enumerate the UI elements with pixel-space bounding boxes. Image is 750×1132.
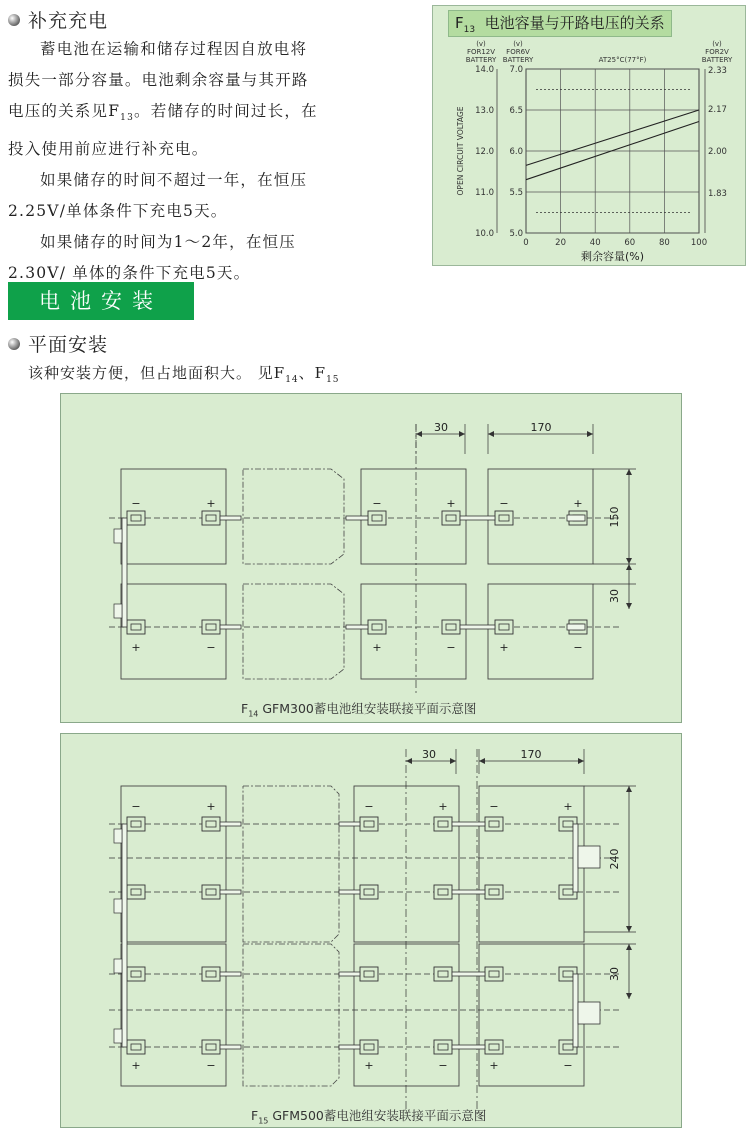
y2-tick-label: 2.00	[708, 147, 727, 157]
y2-tick-label: 1.83	[708, 188, 727, 199]
terminal-bolt	[446, 515, 456, 521]
p2-line1: 如果储存的时间不超过一年，在恒压	[40, 171, 308, 190]
polarity-label: +	[131, 641, 141, 654]
heading-text: 补充充电	[28, 10, 109, 32]
terminal-bolt	[563, 889, 573, 895]
terminal-bolt	[206, 821, 216, 827]
terminal-bolt	[206, 515, 216, 521]
terminal-bolt	[131, 971, 141, 977]
link-clamp	[114, 1029, 122, 1043]
terminal-bolt	[364, 821, 374, 827]
p3-line1: 如果储存的时间为1～2年，在恒压	[40, 233, 296, 252]
arrow-head	[626, 786, 632, 792]
terminal-bolt	[206, 889, 216, 895]
vertical-link	[122, 518, 127, 627]
connector-strap	[346, 516, 368, 520]
terminal-bolt	[489, 1044, 499, 1050]
x-axis-label: 剩余容量(%)	[580, 250, 645, 263]
y12-tick-label: 14.0	[475, 65, 494, 75]
terminal-bolt	[489, 889, 499, 895]
x-tick-label: 0	[523, 238, 529, 248]
polarity-label: +	[131, 1059, 141, 1072]
axis-unit: (v)	[476, 40, 486, 48]
dimension-label: 150	[608, 506, 621, 528]
vertical-link	[122, 824, 127, 1047]
polarity-label: −	[438, 1059, 448, 1072]
polarity-label: −	[131, 800, 141, 813]
diagram-f15-panel	[60, 733, 682, 1128]
connector-strap	[220, 972, 241, 976]
diagram-f14-svg	[61, 394, 681, 722]
terminal-bolt	[372, 515, 382, 521]
connector-strap	[220, 890, 241, 894]
diagram-f14-caption: $F_{14}$ GFM300蓄电池组安装联接平面示意图	[241, 701, 477, 719]
arrow-head	[626, 558, 632, 564]
terminal-bolt	[372, 624, 382, 630]
terminal-bolt	[438, 889, 448, 895]
terminal-bolt	[131, 1044, 141, 1050]
link-clamp	[114, 899, 122, 913]
axis-unit: (v)	[513, 40, 523, 48]
bullet-icon	[8, 338, 20, 350]
chart-svg	[433, 6, 745, 265]
x-tick-label: 40	[589, 238, 601, 248]
link-clamp	[114, 829, 122, 843]
bullet-icon	[8, 14, 20, 26]
y2-tick-label: 2.33	[708, 65, 727, 76]
polarity-label: −	[446, 641, 456, 654]
polarity-label: −	[364, 800, 374, 813]
y6-tick-label: 5.5	[509, 188, 523, 198]
polarity-label: −	[573, 641, 583, 654]
battery-cell-omitted	[243, 944, 339, 1086]
connector-strap	[339, 822, 360, 826]
connector-strap	[339, 890, 360, 894]
connector-strap	[339, 972, 360, 976]
p2-line2: 2.25V/单体条件下充电5天。	[8, 202, 228, 221]
y12-tick-label: 13.0	[475, 106, 494, 116]
polarity-label: +	[206, 800, 216, 813]
connector-strap	[460, 516, 495, 520]
x-tick-label: 60	[624, 238, 636, 248]
connector-strap	[460, 625, 495, 629]
output-terminal	[567, 624, 585, 630]
vertical-link	[573, 824, 578, 892]
x-tick-label: 20	[555, 238, 567, 248]
terminal-bolt	[131, 515, 141, 521]
p3-line2: 2.30V/ 单体的条件下充电5天。	[8, 264, 251, 283]
polarity-label: −	[131, 497, 141, 510]
output-terminal	[578, 846, 600, 868]
y6-tick-label: 5.0	[509, 229, 523, 239]
vertical-link	[573, 974, 578, 1047]
y12-tick-label: 11.0	[475, 188, 494, 198]
connector-strap	[339, 1045, 360, 1049]
arrow-head	[626, 603, 632, 609]
axis-header-line1: FOR2V	[705, 48, 729, 56]
arrow-head	[406, 758, 412, 764]
arrow-head	[459, 431, 465, 437]
arrow-head	[578, 758, 584, 764]
dimension-label: 30	[422, 748, 436, 761]
terminal-bolt	[438, 971, 448, 977]
axis-header-line2: BATTERY	[502, 56, 534, 64]
battery-cell-omitted	[243, 469, 344, 564]
terminal-bolt	[364, 1044, 374, 1050]
chart-annotation: AT25°C(77°F)	[598, 56, 647, 64]
y6-tick-label: 6.0	[509, 147, 523, 157]
arrow-head	[626, 926, 632, 932]
banner-battery-installation: 电池安装	[8, 282, 194, 320]
arrow-head	[479, 758, 485, 764]
terminal-bolt	[206, 1044, 216, 1050]
diagram-f14-panel	[60, 393, 682, 723]
y2-tick-label: 2.17	[708, 105, 727, 116]
polarity-label: −	[372, 497, 382, 510]
terminal-bolt	[563, 971, 573, 977]
diagram-f15-svg	[61, 734, 681, 1127]
polarity-label: +	[372, 641, 382, 654]
terminal-bolt	[499, 515, 509, 521]
axis-header-line1: FOR6V	[506, 48, 530, 56]
arrow-head	[626, 993, 632, 999]
p1-line3: 电压的关系见$F_{13}$。若储存的时间过长，在	[8, 102, 318, 124]
polarity-label: +	[489, 1059, 499, 1072]
dimension-label: 170	[520, 748, 542, 761]
link-clamp	[114, 959, 122, 973]
terminal-bolt	[131, 889, 141, 895]
chart-title: $F_{13}$ 电池容量与开路电压的关系	[448, 10, 672, 37]
polarity-label: −	[563, 1059, 573, 1072]
polarity-label: +	[446, 497, 456, 510]
terminal-bolt	[206, 624, 216, 630]
polarity-label: −	[206, 1059, 216, 1072]
connector-strap	[452, 972, 485, 976]
connector-strap	[452, 822, 485, 826]
x-tick-label: 80	[658, 238, 670, 248]
axis-unit: (v)	[712, 40, 722, 48]
dimension-label: 170	[530, 421, 552, 434]
connector-strap	[452, 1045, 485, 1049]
polarity-label: +	[206, 497, 216, 510]
dimension-label: 30	[608, 589, 621, 603]
dimension-label: 30	[608, 967, 621, 981]
terminal-bolt	[446, 624, 456, 630]
polarity-label: +	[364, 1059, 374, 1072]
polarity-label: −	[499, 497, 509, 510]
y12-tick-label: 10.0	[475, 229, 494, 239]
connector-strap	[220, 822, 241, 826]
y6-tick-label: 7.0	[509, 65, 523, 75]
arrow-head	[416, 431, 422, 437]
output-terminal	[578, 1002, 600, 1024]
polarity-label: +	[499, 641, 509, 654]
battery-cell-omitted	[243, 786, 339, 942]
arrow-head	[587, 431, 593, 437]
connector-strap	[220, 1045, 241, 1049]
terminal-bolt	[563, 821, 573, 827]
connector-strap	[220, 625, 241, 629]
section1-body	[8, 34, 338, 289]
terminal-bolt	[206, 971, 216, 977]
link-clamp	[114, 529, 122, 543]
link-clamp	[114, 604, 122, 618]
diagram-f15-caption: $F_{15}$ GFM500蓄电池组安装联接平面示意图	[251, 1108, 487, 1126]
heading-text: 平面安装	[28, 334, 109, 356]
terminal-bolt	[489, 971, 499, 977]
dimension-label: 30	[434, 421, 448, 434]
connector-strap	[452, 890, 485, 894]
section-heading-supplementary-charge	[8, 6, 108, 33]
polarity-label: +	[438, 800, 448, 813]
arrow-head	[488, 431, 494, 437]
p1-line4: 投入使用前应进行补充电。	[8, 140, 209, 159]
terminal-bolt	[364, 889, 374, 895]
polarity-label: +	[573, 497, 583, 510]
chart-f13-panel	[432, 5, 746, 266]
section2-text: 该种安装方便，但占地面积大。 见$F_{14}$、$F_{15}$	[28, 364, 340, 385]
arrow-head	[626, 944, 632, 950]
output-terminal	[567, 515, 585, 521]
terminal-bolt	[364, 971, 374, 977]
polarity-label: −	[206, 641, 216, 654]
polarity-label: −	[489, 800, 499, 813]
section-heading-floor-installation	[8, 330, 108, 357]
y6-tick-label: 6.5	[509, 106, 523, 116]
arrow-head	[450, 758, 456, 764]
polarity-label: +	[563, 800, 573, 813]
axis-header-line2: BATTERY	[465, 56, 497, 64]
terminal-bolt	[499, 624, 509, 630]
terminal-bolt	[131, 624, 141, 630]
p1-line1: 蓄电池在运输和储存过程因自放电将	[40, 40, 308, 58]
terminal-bolt	[438, 1044, 448, 1050]
arrow-head	[626, 469, 632, 475]
y-axis-label: OPEN CIRCUIT VOLTAGE	[456, 106, 465, 196]
battery-cell-omitted	[243, 584, 344, 679]
terminal-bolt	[489, 821, 499, 827]
terminal-bolt	[131, 821, 141, 827]
axis-header-line1: FOR12V	[466, 48, 496, 56]
arrow-head	[626, 564, 632, 570]
connector-strap	[346, 625, 368, 629]
terminal-bolt	[563, 1044, 573, 1050]
axis-header-line2: BATTERY	[701, 56, 733, 64]
y12-tick-label: 12.0	[475, 147, 494, 157]
p1-line2: 损失一部分容量。电池剩余容量与其开路	[8, 71, 309, 89]
connector-strap	[220, 516, 241, 520]
x-tick-label: 100	[690, 238, 708, 248]
dimension-label: 240	[608, 848, 621, 870]
terminal-bolt	[438, 821, 448, 827]
